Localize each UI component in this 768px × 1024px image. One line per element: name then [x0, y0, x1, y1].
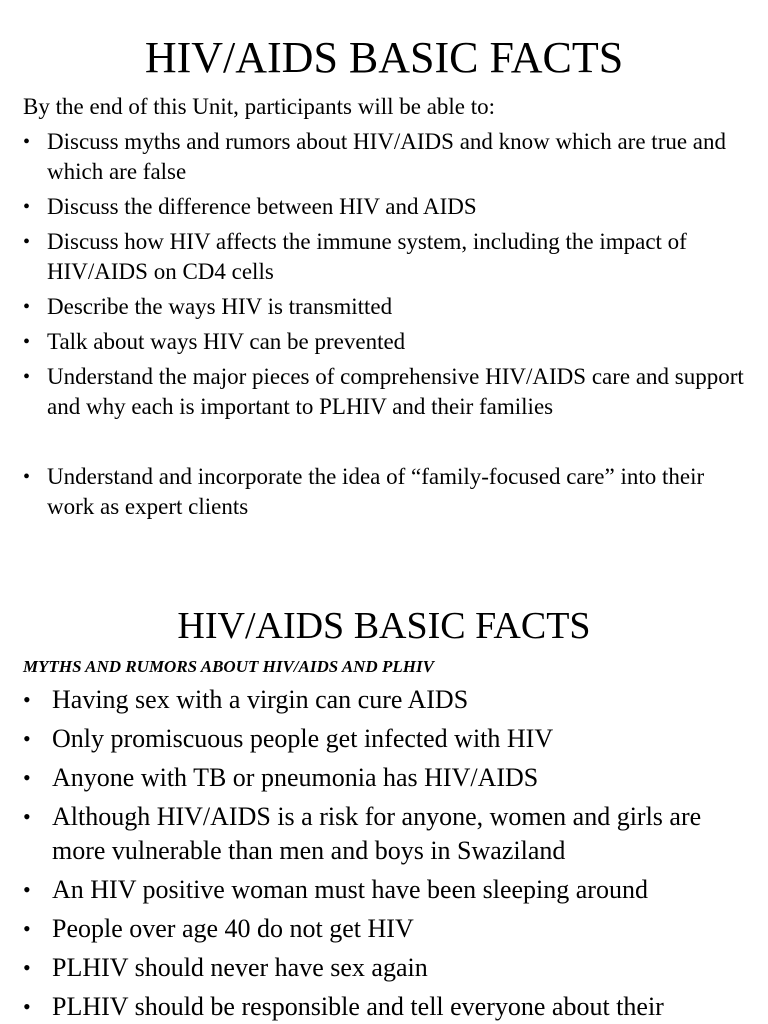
- bullet-icon: •: [23, 131, 31, 153]
- intro-text: By the end of this Unit, participants will be able to:: [23, 94, 496, 119]
- list-item-text: Understand and incorporate the idea of “family-focused care” into their work as expert clients: [47, 464, 705, 519]
- list-item-text: Anyone with TB or pneumonia has HIV/AIDS: [52, 763, 539, 792]
- slide-title: HIV/AIDS BASIC FACTS: [144, 33, 624, 82]
- list-item: [23, 761, 744, 795]
- list-item: [23, 951, 744, 985]
- list-item-text: Talk about ways HIV can be prevented: [47, 329, 406, 354]
- section-subheading: MYTHS AND RUMORS ABOUT HIV/AIDS AND PLHIV: [23, 657, 434, 676]
- myths-list: [0, 683, 768, 1024]
- list-item: [23, 462, 744, 522]
- bullet-icon: •: [23, 466, 31, 488]
- bullet-icon: •: [23, 765, 31, 790]
- list-item: [23, 292, 744, 322]
- list-item: [23, 127, 744, 187]
- list-item: [23, 362, 744, 422]
- list-item-text: Describe the ways HIV is transmitted: [47, 294, 393, 319]
- bullet-icon: •: [23, 296, 31, 318]
- list-item-text: PLHIV should be responsible and tell everyone about their: [52, 992, 664, 1021]
- list-item: [23, 990, 744, 1024]
- list-item: [23, 722, 744, 756]
- list-item-text: PLHIV should never have sex again: [52, 953, 428, 982]
- list-item: [23, 192, 744, 222]
- objectives-list: [0, 127, 768, 522]
- list-item-text: Although HIV/AIDS is a risk for anyone, women and girls are more vulnerable than men and boys in Swaziland: [52, 802, 702, 865]
- list-item-text: Understand the major pieces of comprehensive HIV/AIDS care and support and why each is important to PLHIV and their families: [47, 364, 744, 419]
- list-item: [23, 227, 744, 287]
- list-item-text: An HIV positive woman must have been sleeping around: [52, 875, 648, 904]
- list-item: [23, 873, 744, 907]
- bullet-icon: •: [23, 804, 31, 829]
- list-item-text: Having sex with a virgin can cure AIDS: [52, 685, 469, 714]
- list-item-text: Discuss myths and rumors about HIV/AIDS and know which are true and which are false: [47, 129, 727, 184]
- bullet-icon: •: [23, 877, 31, 902]
- list-item-text: Only promiscuous people get infected with HIV: [52, 724, 554, 753]
- bullet-icon: •: [23, 955, 31, 980]
- list-item-text: Discuss how HIV affects the immune system, including the impact of HIV/AIDS on CD4 cells: [47, 229, 687, 284]
- list-item: [23, 327, 744, 357]
- bullet-icon: •: [23, 687, 31, 712]
- bullet-icon: •: [23, 331, 31, 353]
- slide-myths: [0, 590, 768, 1024]
- slide-title: HIV/AIDS BASIC FACTS: [177, 605, 591, 647]
- list-item-text: Discuss the difference between HIV and AIDS: [47, 194, 477, 219]
- list-item-text: People over age 40 do not get HIV: [52, 914, 414, 943]
- list-item: [23, 683, 744, 717]
- bullet-icon: •: [23, 994, 31, 1019]
- bullet-icon: •: [23, 916, 31, 941]
- bullet-icon: •: [23, 231, 31, 253]
- list-item: [23, 912, 744, 946]
- bullet-icon: •: [23, 726, 31, 751]
- bullet-icon: •: [23, 196, 31, 218]
- bullet-icon: •: [23, 366, 31, 388]
- list-item: [23, 800, 744, 868]
